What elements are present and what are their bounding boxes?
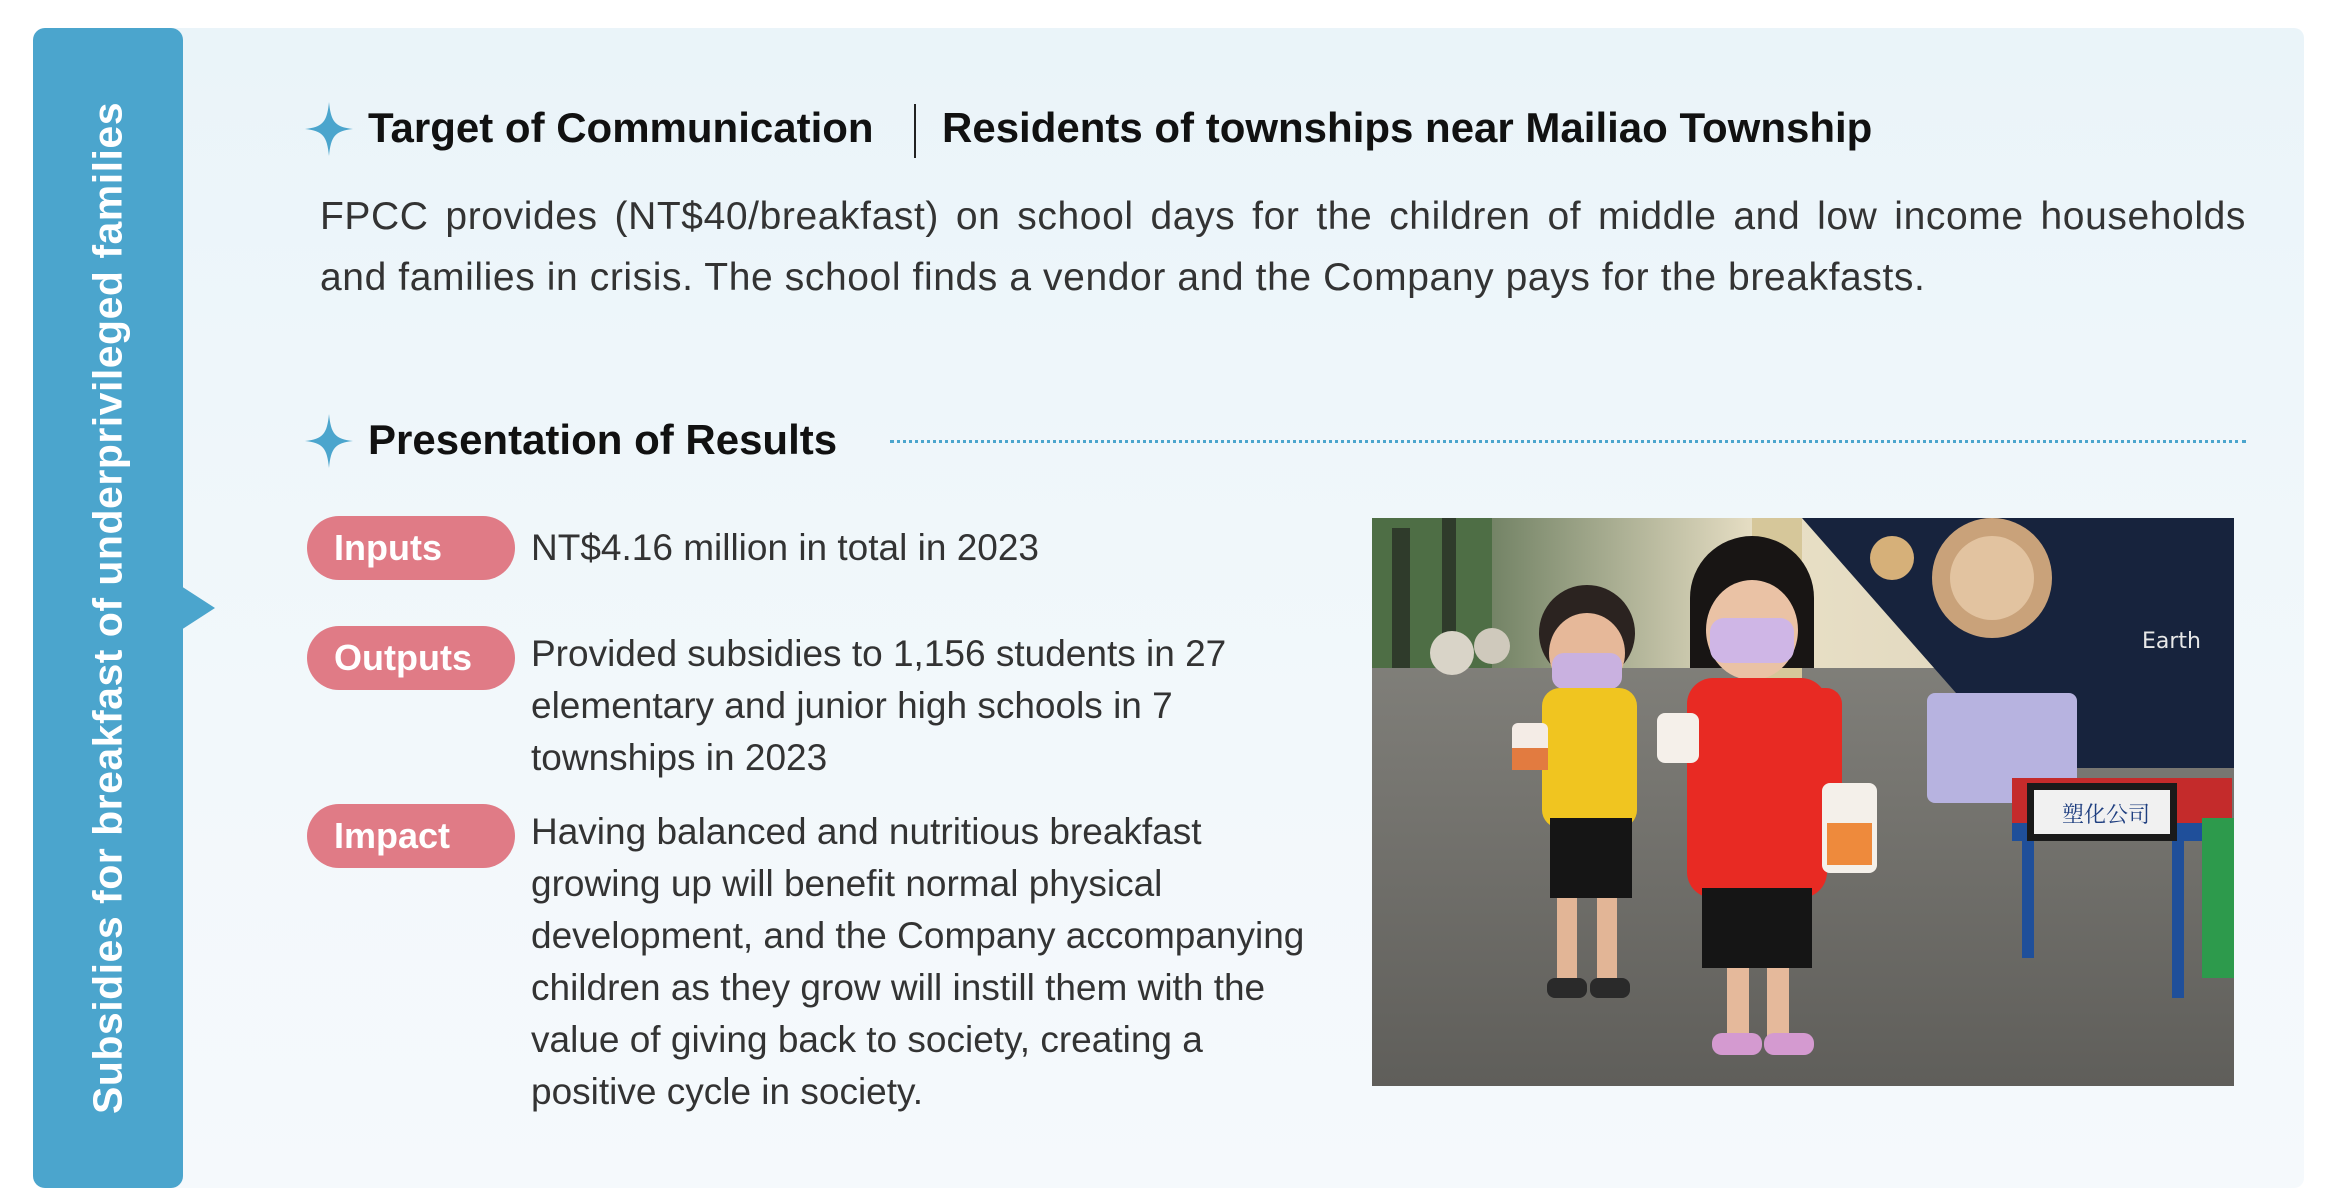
sparkle-icon bbox=[303, 100, 355, 158]
inputs-text: NT$4.16 million in total in 2023 bbox=[531, 527, 1040, 568]
dotted-rule bbox=[890, 440, 2246, 443]
target-label: Target of Communication bbox=[368, 104, 874, 151]
side-tab-pointer bbox=[181, 586, 215, 630]
heading-divider bbox=[914, 104, 916, 158]
results-heading: Presentation of Results bbox=[368, 416, 838, 463]
children-photo-illustration bbox=[1372, 518, 2234, 1086]
outputs-pill: Outputs bbox=[307, 626, 515, 690]
target-value: Residents of townships near Mailiao Township bbox=[942, 104, 1873, 151]
inputs-pill: Inputs bbox=[307, 516, 515, 580]
outputs-text: Provided subsidies to 1,156 students in 27 elementary and junior high schools in 7 townships in 2023 bbox=[531, 633, 1227, 778]
impact-text: Having balanced and nutritious breakfast growing up will benefit normal physical development, and the Company accompanying children as they grow will instill them with the value of giving back to society, creating a positive cycle in society. bbox=[531, 811, 1305, 1112]
impact-pill: Impact bbox=[307, 804, 515, 868]
side-tab-title: Subsidies for breakfast of underprivileged families bbox=[84, 101, 131, 1115]
poster-text: Earth bbox=[2142, 629, 2201, 654]
breakfast-photo bbox=[1372, 518, 2234, 1086]
sign-text: 塑化公司 bbox=[2062, 803, 2151, 828]
sparkle-icon bbox=[303, 412, 355, 470]
intro-paragraph: FPCC provides (NT$40/breakfast) on school days for the children of middle and low income households and families in crisis. The school finds a vendor and the Company pays for the breakfasts. bbox=[320, 195, 2246, 299]
